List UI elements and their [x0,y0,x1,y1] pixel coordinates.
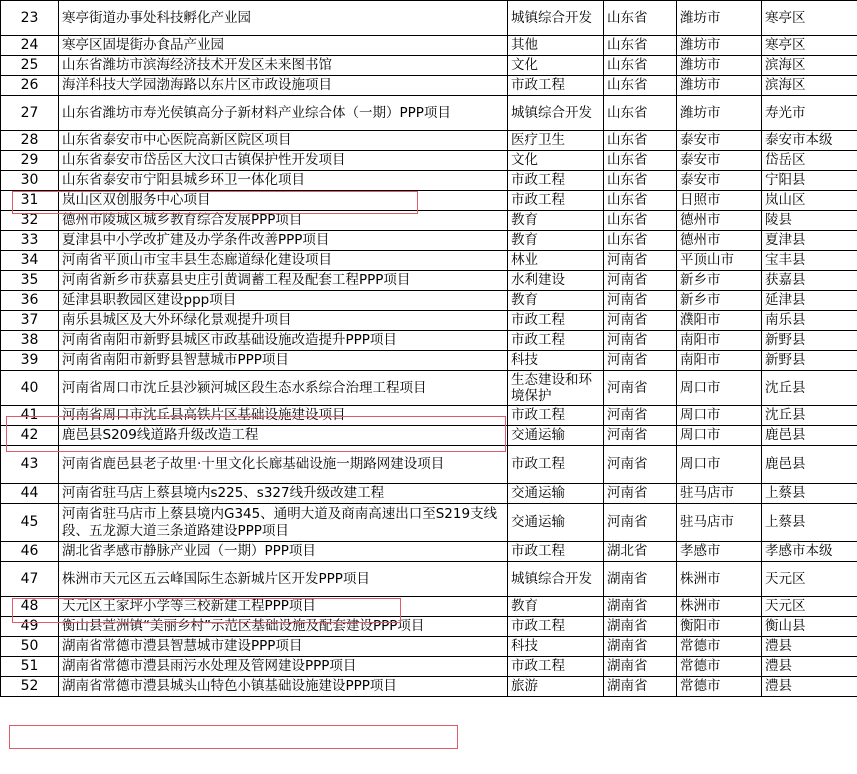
project-name-cell: 河南省周口市沈丘县沙颍河城区段生态水系综合治理工程项目 [59,371,508,406]
row-number-cell: 23 [1,1,59,36]
row-number-cell: 46 [1,542,59,562]
city-cell: 潍坊市 [677,76,762,96]
district-cell: 岚山区 [762,191,857,211]
project-name-cell: 山东省泰安市宁阳县城乡环卫一体化项目 [59,171,508,191]
project-name-cell: 山东省泰安市岱岳区大汶口古镇保护性开发项目 [59,151,508,171]
row-number-cell: 48 [1,597,59,617]
row-number-cell: 28 [1,131,59,151]
table-row [1,211,857,231]
project-type-cell: 科技 [508,351,604,371]
table-row [1,191,857,211]
highlight-row-51 [9,725,458,749]
city-cell: 南阳市 [677,331,762,351]
project-name-cell: 河南省驻马店市上蔡县境内G345、通明大道及商南高速出口至S219支线段、五龙源大道三条道路建设PPP项目 [59,504,508,542]
project-name-cell: 河南省平顶山市宝丰县生态廊道绿化建设项目 [59,251,508,271]
province-cell: 山东省 [604,191,677,211]
project-type-cell: 科技 [508,637,604,657]
project-name-cell: 山东省潍坊市寿光侯镇高分子新材料产业综合体（一期）PPP项目 [59,96,508,131]
province-cell: 河南省 [604,271,677,291]
province-cell: 山东省 [604,1,677,36]
project-type-cell: 市政工程 [508,406,604,426]
project-name-cell: 衡山县萱洲镇“美丽乡村”示范区基础设施及配套建设PPP项目 [59,617,508,637]
district-cell: 滨海区 [762,56,857,76]
project-type-cell: 市政工程 [508,542,604,562]
project-name-cell: 山东省泰安市中心医院高新区院区项目 [59,131,508,151]
district-cell: 泰安市本级 [762,131,857,151]
project-type-cell: 交通运输 [508,426,604,446]
province-cell: 河南省 [604,484,677,504]
district-cell: 陵县 [762,211,857,231]
province-cell: 山东省 [604,56,677,76]
row-number-cell: 44 [1,484,59,504]
project-name-cell: 河南省鹿邑县老子故里·十里文化长廊基础设施一期路网建设项目 [59,446,508,484]
project-name-cell: 夏津县中小学改扩建及办学条件改善PPP项目 [59,231,508,251]
table-row [1,484,857,504]
city-cell: 日照市 [677,191,762,211]
row-number-cell: 29 [1,151,59,171]
row-number-cell: 51 [1,657,59,677]
row-number-cell: 36 [1,291,59,311]
table-row [1,56,857,76]
project-name-cell: 湖南省常德市澧县城头山特色小镇基础设施建设PPP项目 [59,677,508,697]
province-cell: 湖北省 [604,542,677,562]
row-number-cell: 39 [1,351,59,371]
district-cell: 上蔡县 [762,484,857,504]
row-number-cell: 47 [1,562,59,597]
project-name-cell: 南乐县城区及大外环绿化景观提升项目 [59,311,508,331]
row-number-cell: 30 [1,171,59,191]
row-number-cell: 38 [1,331,59,351]
project-name-cell: 河南省周口市沈丘县高铁片区基础设施建设项目 [59,406,508,426]
province-cell: 山东省 [604,96,677,131]
project-name-cell: 岚山区双创服务中心项目 [59,191,508,211]
project-type-cell: 市政工程 [508,191,604,211]
city-cell: 株洲市 [677,597,762,617]
city-cell: 潍坊市 [677,1,762,36]
city-cell: 南阳市 [677,351,762,371]
city-cell: 驻马店市 [677,504,762,542]
table-row [1,231,857,251]
city-cell: 德州市 [677,231,762,251]
project-name-cell: 山东省潍坊市滨海经济技术开发区未来图书馆 [59,56,508,76]
province-cell: 河南省 [604,291,677,311]
city-cell: 德州市 [677,211,762,231]
district-cell: 寒亭区 [762,36,857,56]
table-row [1,446,857,484]
province-cell: 河南省 [604,351,677,371]
district-cell: 天元区 [762,597,857,617]
city-cell: 周口市 [677,446,762,484]
province-cell: 湖南省 [604,562,677,597]
row-number-cell: 24 [1,36,59,56]
district-cell: 孝感市本级 [762,542,857,562]
table-row [1,406,857,426]
district-cell: 寿光市 [762,96,857,131]
city-cell: 孝感市 [677,542,762,562]
project-name-cell: 鹿邑县S209线道路升级改造工程 [59,426,508,446]
district-cell: 夏津县 [762,231,857,251]
district-cell: 延津县 [762,291,857,311]
project-name-cell: 湖南省常德市澧县智慧城市建设PPP项目 [59,637,508,657]
row-number-cell: 41 [1,406,59,426]
city-cell: 濮阳市 [677,311,762,331]
district-cell: 上蔡县 [762,504,857,542]
province-cell: 山东省 [604,211,677,231]
project-type-cell: 文化 [508,151,604,171]
table-body [1,1,857,697]
table-row [1,351,857,371]
project-type-cell: 城镇综合开发 [508,96,604,131]
project-type-cell: 水利建设 [508,271,604,291]
table-row [1,562,857,597]
row-number-cell: 27 [1,96,59,131]
project-type-cell: 教育 [508,597,604,617]
district-cell: 沈丘县 [762,406,857,426]
row-number-cell: 45 [1,504,59,542]
project-type-cell: 生态建设和环境保护 [508,371,604,406]
table-row [1,426,857,446]
project-name-cell: 河南省南阳市新野县城区市政基础设施改造提升PPP项目 [59,331,508,351]
table-row [1,171,857,191]
city-cell: 衡阳市 [677,617,762,637]
row-number-cell: 31 [1,191,59,211]
project-type-cell: 林业 [508,251,604,271]
project-name-cell: 寒亭区固堤街办食品产业园 [59,36,508,56]
province-cell: 湖南省 [604,617,677,637]
city-cell: 泰安市 [677,171,762,191]
table-row [1,96,857,131]
province-cell: 湖南省 [604,637,677,657]
project-type-cell: 市政工程 [508,657,604,677]
project-type-cell: 市政工程 [508,331,604,351]
project-name-cell: 海洋科技大学园渤海路以东片区市政设施项目 [59,76,508,96]
city-cell: 泰安市 [677,131,762,151]
project-name-cell: 河南省南阳市新野县智慧城市PPP项目 [59,351,508,371]
province-cell: 河南省 [604,406,677,426]
district-cell: 天元区 [762,562,857,597]
city-cell: 泰安市 [677,151,762,171]
project-type-cell: 市政工程 [508,171,604,191]
project-name-cell: 株洲市天元区五云峰国际生态新城片区开发PPP项目 [59,562,508,597]
city-cell: 常德市 [677,657,762,677]
table-row [1,657,857,677]
row-number-cell: 40 [1,371,59,406]
district-cell: 澧县 [762,677,857,697]
district-cell: 衡山县 [762,617,857,637]
project-name-cell: 延津县职教园区建设ppp项目 [59,291,508,311]
project-name-cell: 河南省驻马店上蔡县境内s225、s327线升级改建工程 [59,484,508,504]
row-number-cell: 26 [1,76,59,96]
row-number-cell: 43 [1,446,59,484]
district-cell: 鹿邑县 [762,446,857,484]
province-cell: 山东省 [604,76,677,96]
project-type-cell: 城镇综合开发 [508,562,604,597]
project-name-cell: 河南省新乡市获嘉县史庄引黄调蓄工程及配套工程PPP项目 [59,271,508,291]
table-row [1,597,857,617]
table-row [1,131,857,151]
table-row [1,331,857,351]
province-cell: 山东省 [604,36,677,56]
province-cell: 河南省 [604,446,677,484]
city-cell: 常德市 [677,677,762,697]
table-row [1,637,857,657]
project-name-cell: 天元区王家坪小学等三校新建工程PPP项目 [59,597,508,617]
table-row [1,371,857,406]
table-row [1,311,857,331]
city-cell: 驻马店市 [677,484,762,504]
row-number-cell: 32 [1,211,59,231]
row-number-cell: 34 [1,251,59,271]
district-cell: 新野县 [762,331,857,351]
row-number-cell: 25 [1,56,59,76]
table-row [1,677,857,697]
row-number-cell: 35 [1,271,59,291]
project-type-cell: 交通运输 [508,504,604,542]
city-cell: 潍坊市 [677,36,762,56]
project-type-cell: 旅游 [508,677,604,697]
table-row [1,151,857,171]
district-cell: 寒亭区 [762,1,857,36]
project-name-cell: 湖南省常德市澧县雨污水处理及管网建设PPP项目 [59,657,508,677]
district-cell: 沈丘县 [762,371,857,406]
city-cell: 株洲市 [677,562,762,597]
province-cell: 河南省 [604,371,677,406]
table-row [1,542,857,562]
city-cell: 潍坊市 [677,56,762,76]
project-type-cell: 交通运输 [508,484,604,504]
province-cell: 河南省 [604,426,677,446]
province-cell: 山东省 [604,231,677,251]
project-type-cell: 市政工程 [508,446,604,484]
table-row [1,251,857,271]
district-cell: 宝丰县 [762,251,857,271]
province-cell: 山东省 [604,151,677,171]
district-cell: 澧县 [762,637,857,657]
province-cell: 山东省 [604,171,677,191]
province-cell: 河南省 [604,251,677,271]
province-cell: 河南省 [604,311,677,331]
province-cell: 湖南省 [604,677,677,697]
district-cell: 滨海区 [762,76,857,96]
project-name-cell: 寒亭街道办事处科技孵化产业园 [59,1,508,36]
city-cell: 平顶山市 [677,251,762,271]
city-cell: 常德市 [677,637,762,657]
city-cell: 新乡市 [677,291,762,311]
district-cell: 岱岳区 [762,151,857,171]
project-type-cell: 市政工程 [508,617,604,637]
project-name-cell: 德州市陵城区城乡教育综合发展PPP项目 [59,211,508,231]
project-type-cell: 教育 [508,291,604,311]
province-cell: 湖南省 [604,657,677,677]
project-type-cell: 医疗卫生 [508,131,604,151]
project-type-cell: 教育 [508,211,604,231]
province-cell: 山东省 [604,131,677,151]
province-cell: 河南省 [604,504,677,542]
district-cell: 新野县 [762,351,857,371]
row-number-cell: 37 [1,311,59,331]
district-cell: 鹿邑县 [762,426,857,446]
table-row [1,291,857,311]
project-type-cell: 教育 [508,231,604,251]
district-cell: 获嘉县 [762,271,857,291]
project-type-cell: 城镇综合开发 [508,1,604,36]
city-cell: 周口市 [677,371,762,406]
city-cell: 新乡市 [677,271,762,291]
project-type-cell: 市政工程 [508,76,604,96]
project-type-cell: 文化 [508,56,604,76]
table-row [1,1,857,36]
city-cell: 潍坊市 [677,96,762,131]
district-cell: 澧县 [762,657,857,677]
district-cell: 南乐县 [762,311,857,331]
province-cell: 湖南省 [604,597,677,617]
table-row [1,271,857,291]
project-name-cell: 湖北省孝感市静脉产业园（一期）PPP项目 [59,542,508,562]
project-type-cell: 市政工程 [508,311,604,331]
table-row [1,36,857,56]
table-row [1,76,857,96]
city-cell: 周口市 [677,426,762,446]
row-number-cell: 49 [1,617,59,637]
city-cell: 周口市 [677,406,762,426]
province-cell: 河南省 [604,331,677,351]
table-row [1,504,857,542]
district-cell: 宁阳县 [762,171,857,191]
row-number-cell: 42 [1,426,59,446]
table-row [1,617,857,637]
row-number-cell: 50 [1,637,59,657]
row-number-cell: 52 [1,677,59,697]
row-number-cell: 33 [1,231,59,251]
project-type-cell: 其他 [508,36,604,56]
